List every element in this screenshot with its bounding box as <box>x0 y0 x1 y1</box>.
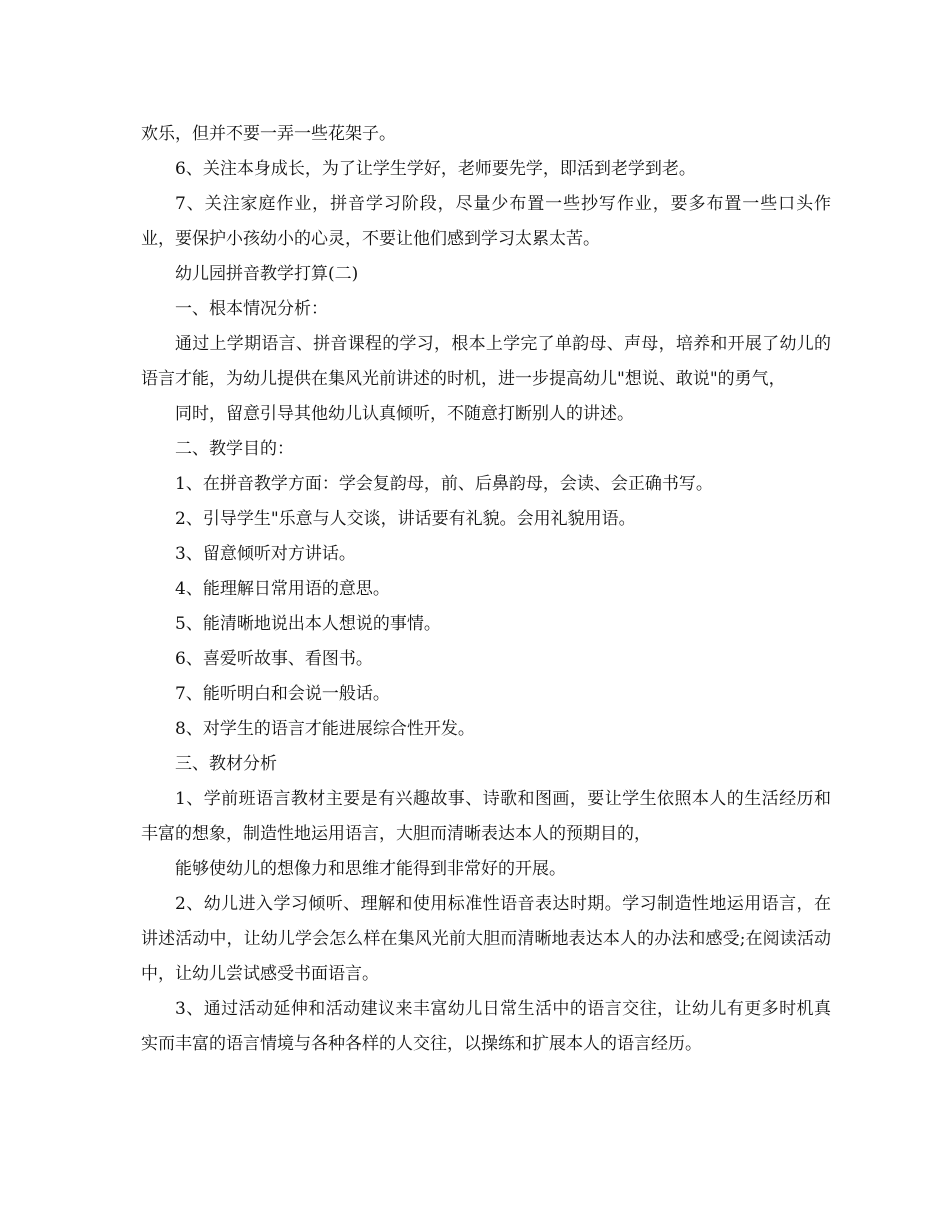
goal-item-8: 8、对学生的语言才能进展综合性开发。 <box>175 719 475 739</box>
goal-item-6: 6、喜爱听故事、看图书。 <box>175 649 373 669</box>
paragraph-analysis: 通过上学期语言、拼音课程的学习，根本上学完了单韵母、声母，培养和开展了幼儿的语言才能，为幼儿提供在集风光前讲述的时机，进一步提高幼儿"想说、敢说"的勇气， <box>141 334 831 389</box>
paragraph-analysis-cont: 同时，留意引导其他幼儿认真倾听，不随意打断别人的讲述。 <box>175 404 634 424</box>
section-title: 幼儿园拼音教学打算(二) <box>175 264 359 284</box>
material-item-2: 2、幼儿进入学习倾听、理解和使用标准性语音表达时期。学习制造性地运用语言，在讲述活动中，让幼儿学会怎么样在集风光前大胆而清晰地表达本人的办法和感受;在阅读活动中，让幼儿尝试感受书面语言。 <box>141 894 831 984</box>
material-item-1-cont: 能够使幼儿的想像力和思维才能得到非常好的开展。 <box>175 859 566 879</box>
goal-item-1: 1、在拼音教学方面：学会复韵母，前、后鼻韵母，会读、会正确书写。 <box>175 474 713 494</box>
heading-material-analysis: 三、教材分析 <box>175 754 277 774</box>
goal-item-2: 2、引导学生"乐意与人交谈，讲话要有礼貌。会用礼貌用语。 <box>175 509 636 529</box>
goal-item-5: 5、能清晰地说出本人想说的事情。 <box>175 614 441 634</box>
paragraph-continued: 欢乐，但并不要一弄一些花架子。 <box>141 124 396 144</box>
paragraph-item-6: 6、关注本身成长，为了让学生学好，老师要先学，即活到老学到老。 <box>175 159 696 179</box>
goal-item-3: 3、留意倾听对方讲话。 <box>175 544 356 564</box>
heading-teaching-goals: 二、教学目的： <box>175 439 294 459</box>
goal-item-7: 7、能听明白和会说一般话。 <box>175 684 390 704</box>
paragraph-item-7: 7、关注家庭作业，拼音学习阶段，尽量少布置一些抄写作业，要多布置一些口头作业，要保护小孩幼小的心灵，不要让他们感到学习太累太苦。 <box>141 194 831 249</box>
material-item-1: 1、学前班语言教材主要是有兴趣故事、诗歌和图画，要让学生依照本人的生活经历和丰富的想象，制造性地运用语言，大胆而清晰表达本人的预期目的， <box>141 789 831 844</box>
heading-basic-analysis: 一、根本情况分析： <box>175 299 328 319</box>
material-item-3: 3、通过活动延伸和活动建议来丰富幼儿日常生活中的语言交往，让幼儿有更多时机真实而丰富的语言情境与各种各样的人交往，以操练和扩展本人的语言经历。 <box>141 999 831 1054</box>
document-body <box>141 117 831 1062</box>
goal-item-4: 4、能理解日常用语的意思。 <box>175 579 390 599</box>
